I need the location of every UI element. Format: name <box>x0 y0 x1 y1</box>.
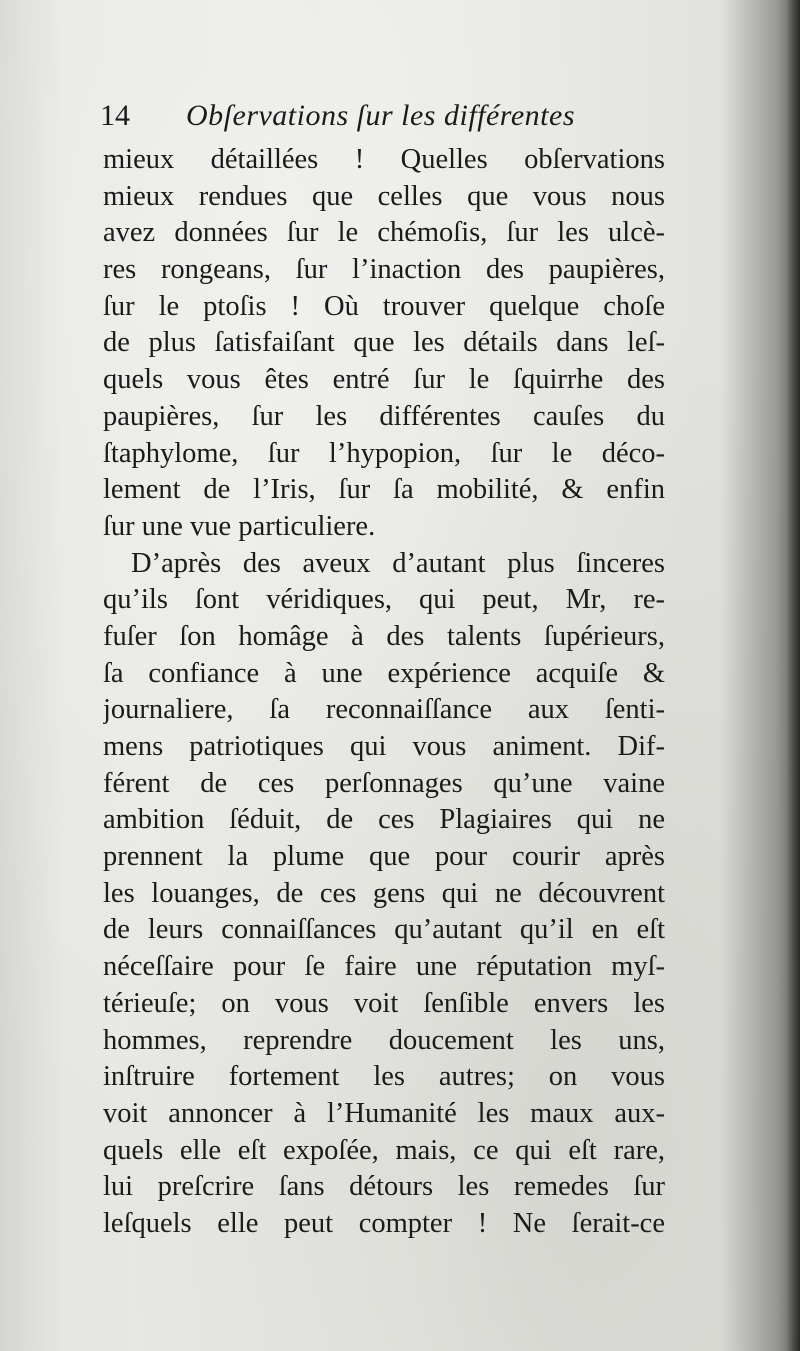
text-line: quels vous êtes entré ſur le ſquirrhe des <box>103 364 665 396</box>
text-line: de plus ſatisfaiſant que les détails dans leſ- <box>103 327 665 359</box>
text-line: mens patriotiques qui vous animent. Dif- <box>103 731 665 762</box>
text-line: inſtruire fortement les autres; on vous <box>103 1061 665 1093</box>
running-title: Obſervations ſur les différentes <box>186 99 576 132</box>
body-text <box>103 142 665 1243</box>
text-line: mieux rendues que celles que vous nous <box>103 180 665 212</box>
text-line: férent de ces perſonnages qu’une vaine <box>103 767 665 799</box>
text-line: de leurs connaiſſances qu’autant qu’il en eſt <box>103 914 665 946</box>
page-number: 14 <box>100 99 130 132</box>
text-line: lement de l’Iris, ſur ſa mobilité, & enfin <box>103 474 665 506</box>
page-header <box>100 96 700 140</box>
text-line: ſa confiance à une expérience acquiſe & <box>103 657 665 689</box>
text-line: journaliere, ſa reconnaiſſance aux ſenti- <box>103 694 665 726</box>
text-line: prennent la plume que pour courir après <box>103 841 665 873</box>
text-line: voit annoncer à l’Humanité les maux aux- <box>103 1097 665 1129</box>
text-line: fuſer ſon homâge à des talents ſupérieurs, <box>103 620 665 652</box>
text-line: ſtaphylome, ſur l’hypopion, ſur le déco- <box>103 437 665 469</box>
text-line: néceſſaire pour ſe faire une réputation myſ- <box>103 951 665 983</box>
text-line: D’après des aveux d’autant plus ſinceres <box>131 547 665 579</box>
text-line: ambition ſéduit, de ces Plagiaires qui ne <box>103 804 665 836</box>
text-line: res rongeans, ſur l’inaction des paupières, <box>103 254 665 286</box>
text-line: avez données ſur le chémoſis, ſur les ulcè- <box>103 217 665 249</box>
text-line: ſur une vue particuliere. <box>103 510 376 542</box>
text-line: quels elle eſt expoſée, mais, ce qui eſt rare, <box>103 1134 665 1166</box>
text-line: mieux détaillées ! Quelles obſervations <box>103 144 665 175</box>
text-line: lui preſcrire ſans détours les remedes ſur <box>103 1171 665 1203</box>
text-line: hommes, reprendre doucement les uns, <box>103 1024 665 1056</box>
text-line: térieuſe; on vous voit ſenſible envers les <box>103 987 665 1019</box>
text-line: paupières, ſur les différentes cauſes du <box>103 400 665 432</box>
text-line: qu’ils ſont véridiques, qui peut, Mr, re- <box>103 584 665 616</box>
text-line: leſquels elle peut compter ! Ne ſerait-ce <box>103 1207 665 1239</box>
text-line: ſur le ptoſis ! Où trouver quelque choſe <box>103 290 665 322</box>
page-edge-shadow <box>786 0 800 1351</box>
text-line: les louanges, de ces gens qui ne découvrent <box>103 877 665 909</box>
